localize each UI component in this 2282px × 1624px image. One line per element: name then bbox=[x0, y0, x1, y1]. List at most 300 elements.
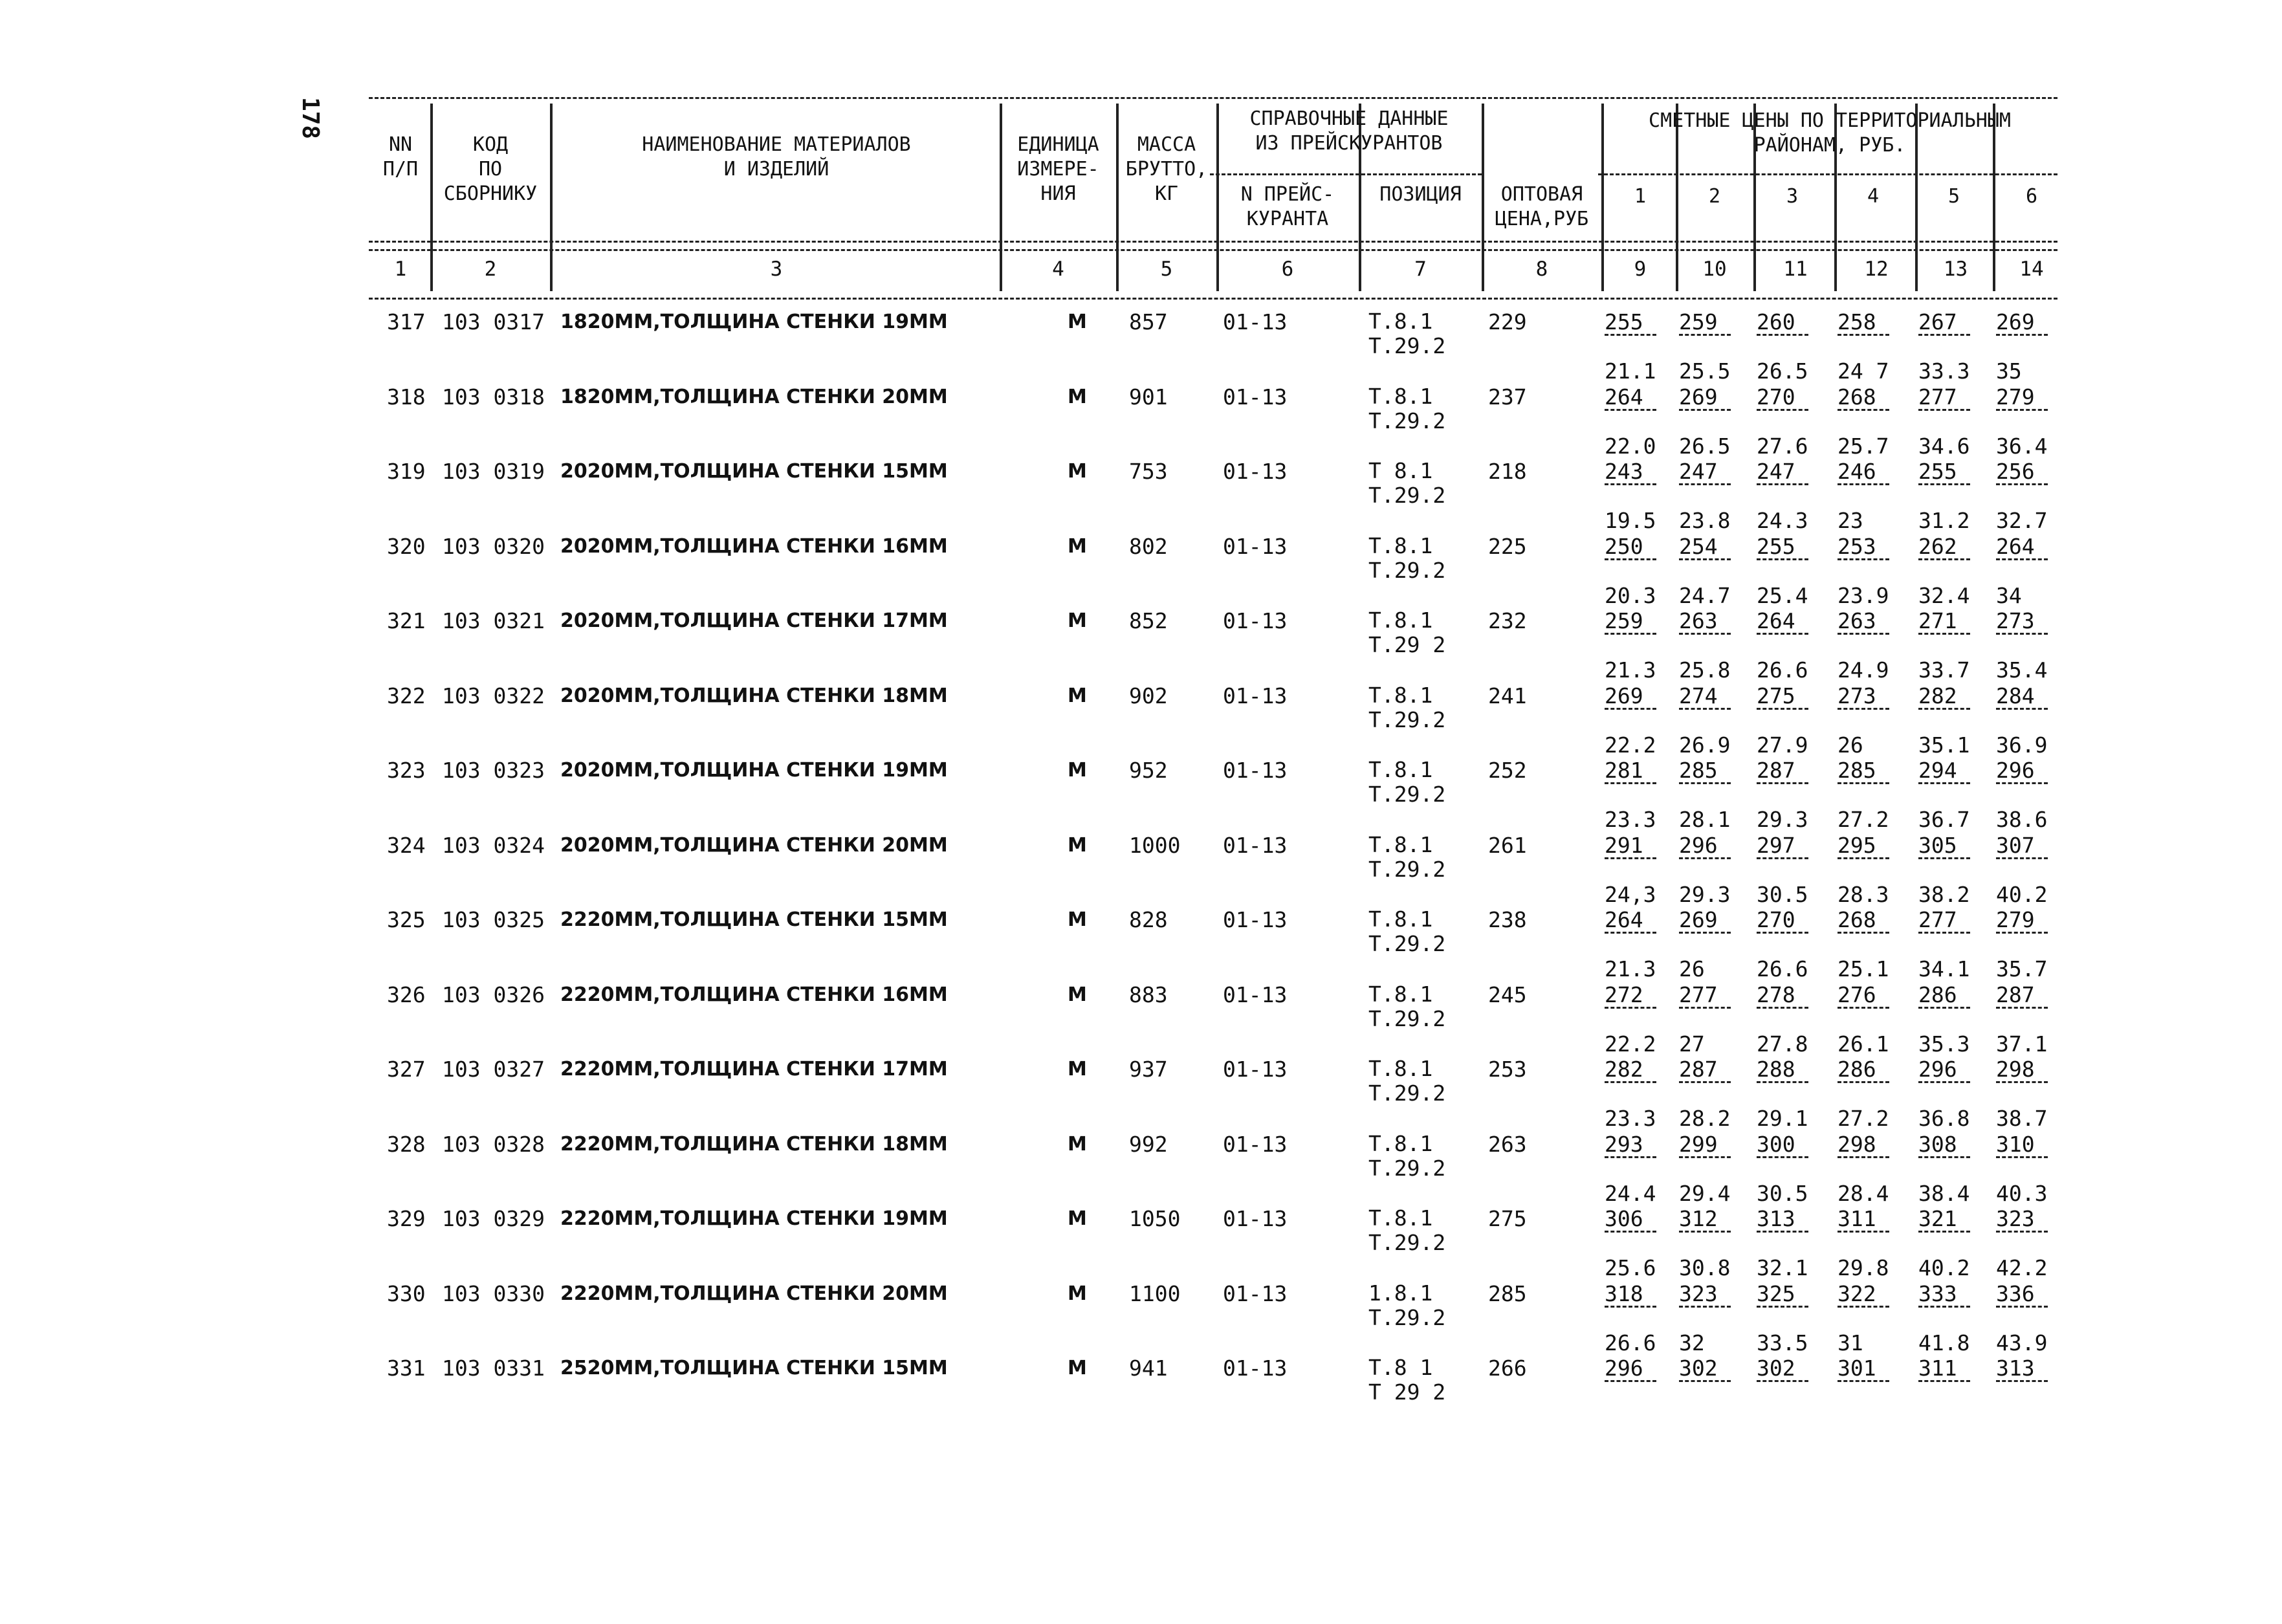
row-price-region-6: 313 bbox=[1996, 1355, 2035, 1381]
fraction-line bbox=[1757, 1380, 1808, 1382]
row-price-region-1: 264 bbox=[1605, 907, 1643, 932]
row-price-region-5: 308 bbox=[1918, 1131, 1957, 1157]
fraction-line bbox=[1838, 857, 1889, 859]
fraction-line bbox=[1838, 1007, 1889, 1009]
fraction-line bbox=[1996, 483, 2048, 485]
fraction-line bbox=[1838, 782, 1889, 784]
fraction-line bbox=[1838, 1156, 1889, 1158]
header-position: ПОЗИЦИЯ bbox=[1379, 183, 1462, 206]
fraction-line bbox=[1838, 409, 1889, 411]
fraction-line bbox=[1838, 708, 1889, 710]
row-price-region-6: 336 bbox=[1996, 1280, 2035, 1306]
row-subprice-region-4: 26 bbox=[1838, 732, 1863, 758]
header-region-3: 3 bbox=[1786, 185, 1799, 208]
row-subprice-region-2: 23.8 bbox=[1679, 508, 1731, 533]
fraction-line bbox=[1605, 1231, 1656, 1233]
row-name: 1820ММ,ТОЛЩИНА СТЕНКИ 20ММ bbox=[560, 385, 948, 408]
row-subprice-region-3: 26.6 bbox=[1757, 657, 1808, 683]
row-price-region-4: 322 bbox=[1838, 1280, 1876, 1306]
row-subprice-region-2: 28.1 bbox=[1679, 807, 1731, 832]
row-subprice-region-4: 28.3 bbox=[1838, 881, 1889, 907]
row-price-region-4: 258 bbox=[1838, 309, 1876, 335]
row-unit: М bbox=[1068, 1058, 1087, 1081]
row-price-region-5: 267 bbox=[1918, 309, 1957, 335]
row-position: Т.8.1 Т.29.2 bbox=[1368, 757, 1446, 807]
row-price-region-4: 286 bbox=[1838, 1057, 1876, 1082]
row-subprice-region-6: 42.2 bbox=[1996, 1255, 2048, 1280]
fraction-line bbox=[1605, 932, 1656, 934]
row-price-region-3: 300 bbox=[1757, 1131, 1795, 1157]
row-code: 103 0329 bbox=[442, 1206, 545, 1231]
fraction-line bbox=[1757, 1156, 1808, 1158]
fraction-line bbox=[1996, 1380, 2048, 1382]
row-code: 103 0320 bbox=[442, 533, 545, 559]
row-price-region-3: 255 bbox=[1757, 533, 1795, 559]
fraction-line bbox=[1996, 1156, 2048, 1158]
row-price-region-5: 286 bbox=[1918, 982, 1957, 1007]
fraction-line bbox=[1918, 334, 1970, 336]
row-wholesale: 275 bbox=[1488, 1206, 1527, 1231]
row-mass: 1000 bbox=[1129, 832, 1181, 858]
row-subprice-region-6: 36.4 bbox=[1996, 433, 2048, 459]
row-price-region-4: 301 bbox=[1838, 1355, 1876, 1381]
row-price-region-1: 243 bbox=[1605, 459, 1643, 484]
row-price-region-2: 274 bbox=[1679, 683, 1718, 708]
row-unit: М bbox=[1068, 684, 1087, 707]
row-subprice-region-4: 23 bbox=[1838, 508, 1863, 533]
row-price-region-5: 333 bbox=[1918, 1280, 1957, 1306]
row-price-region-6: 256 bbox=[1996, 459, 2035, 484]
row-price-region-3: 278 bbox=[1757, 982, 1795, 1007]
row-subprice-region-6: 43.9 bbox=[1996, 1330, 2048, 1355]
row-subprice-region-4: 24 7 bbox=[1838, 358, 1889, 384]
row-price-region-1: 259 bbox=[1605, 608, 1643, 633]
row-mass: 1050 bbox=[1129, 1206, 1181, 1231]
row-mass: 883 bbox=[1129, 982, 1168, 1007]
row-wholesale: 237 bbox=[1488, 384, 1527, 410]
row-price-region-5: 271 bbox=[1918, 608, 1957, 633]
row-mass: 902 bbox=[1129, 683, 1168, 708]
row-subprice-region-3: 30.5 bbox=[1757, 881, 1808, 907]
row-wholesale: 245 bbox=[1488, 982, 1527, 1007]
row-subprice-region-5: 31.2 bbox=[1918, 508, 1970, 533]
row-mass: 852 bbox=[1129, 608, 1168, 633]
row-price-region-6: 298 bbox=[1996, 1057, 2035, 1082]
row-code: 103 0327 bbox=[442, 1057, 545, 1082]
fraction-line bbox=[1605, 1380, 1656, 1382]
fraction-line bbox=[1679, 1156, 1731, 1158]
row-subprice-region-4: 26.1 bbox=[1838, 1031, 1889, 1057]
header-column-number: 12 bbox=[1864, 258, 1889, 281]
fraction-line bbox=[1757, 1081, 1808, 1083]
row-mass: 1100 bbox=[1129, 1280, 1181, 1306]
row-subprice-region-4: 28.4 bbox=[1838, 1180, 1889, 1206]
row-number: 331 bbox=[387, 1355, 426, 1381]
row-position: 1.8.1 Т.29.2 bbox=[1368, 1280, 1446, 1330]
row-price-region-5: 282 bbox=[1918, 683, 1957, 708]
row-price-region-6: 273 bbox=[1996, 608, 2035, 633]
row-subprice-region-5: 36.8 bbox=[1918, 1106, 1970, 1131]
row-price-list: 01-13 bbox=[1223, 309, 1288, 335]
row-unit: М bbox=[1068, 1282, 1087, 1305]
row-unit: М bbox=[1068, 833, 1087, 857]
row-number: 326 bbox=[387, 982, 426, 1007]
row-mass: 901 bbox=[1129, 384, 1168, 410]
row-number: 330 bbox=[387, 1280, 426, 1306]
row-price-region-3: 313 bbox=[1757, 1206, 1795, 1231]
row-wholesale: 225 bbox=[1488, 533, 1527, 559]
fraction-line bbox=[1605, 633, 1656, 635]
row-price-region-1: 255 bbox=[1605, 309, 1643, 335]
row-unit: М bbox=[1068, 1132, 1087, 1156]
fraction-line bbox=[1605, 334, 1656, 336]
row-subprice-region-3: 27.6 bbox=[1757, 433, 1808, 459]
row-price-region-3: 247 bbox=[1757, 459, 1795, 484]
row-subprice-region-5: 34.6 bbox=[1918, 433, 1970, 459]
fraction-line bbox=[1996, 1081, 2048, 1083]
fraction-line bbox=[1918, 857, 1970, 859]
fraction-line bbox=[1996, 1231, 2048, 1233]
header-column-number: 6 bbox=[1281, 258, 1294, 281]
row-price-region-3: 270 bbox=[1757, 384, 1795, 410]
row-price-region-1: 306 bbox=[1605, 1206, 1643, 1231]
row-subprice-region-6: 40.2 bbox=[1996, 881, 2048, 907]
header-region-1: 1 bbox=[1634, 185, 1647, 208]
fraction-line bbox=[1918, 1231, 1970, 1233]
fraction-line bbox=[1918, 1007, 1970, 1009]
row-unit: М bbox=[1068, 460, 1087, 483]
row-price-region-6: 310 bbox=[1996, 1131, 2035, 1157]
row-unit: М bbox=[1068, 385, 1087, 408]
fraction-line bbox=[1918, 708, 1970, 710]
fraction-line bbox=[1918, 1380, 1970, 1382]
row-subprice-region-2: 27 bbox=[1679, 1031, 1705, 1057]
row-price-region-2: 247 bbox=[1679, 459, 1718, 484]
row-price-region-3: 302 bbox=[1757, 1355, 1795, 1381]
row-price-list: 01-13 bbox=[1223, 533, 1288, 559]
row-price-region-2: 312 bbox=[1679, 1206, 1718, 1231]
row-name: 2020ММ,ТОЛЩИНА СТЕНКИ 17ММ bbox=[560, 609, 948, 632]
row-name: 2020ММ,ТОЛЩИНА СТЕНКИ 15ММ bbox=[560, 460, 948, 483]
row-unit: М bbox=[1068, 1207, 1087, 1230]
row-price-region-1: 269 bbox=[1605, 683, 1643, 708]
header-reference-group: СПРАВОЧНЫЕ ДАННЫЕ ИЗ ПРЕЙСКУРАНТОВ bbox=[1249, 107, 1449, 155]
row-subprice-region-5: 36.7 bbox=[1918, 807, 1970, 832]
fraction-line bbox=[1838, 1380, 1889, 1382]
row-price-region-2: 259 bbox=[1679, 309, 1718, 335]
row-price-region-3: 287 bbox=[1757, 758, 1795, 783]
row-price-region-4: 298 bbox=[1838, 1131, 1876, 1157]
row-price-region-4: 268 bbox=[1838, 384, 1876, 410]
fraction-line bbox=[1605, 857, 1656, 859]
fraction-line bbox=[1679, 558, 1731, 560]
fraction-line bbox=[1918, 1081, 1970, 1083]
row-price-region-5: 311 bbox=[1918, 1355, 1957, 1381]
row-price-region-4: 263 bbox=[1838, 608, 1876, 633]
row-code: 103 0325 bbox=[442, 907, 545, 932]
row-price-region-6: 307 bbox=[1996, 832, 2035, 858]
fraction-line bbox=[1757, 1007, 1808, 1009]
row-price-region-2: 299 bbox=[1679, 1131, 1718, 1157]
row-subprice-region-4: 27.2 bbox=[1838, 807, 1889, 832]
row-subprice-region-1: 20.3 bbox=[1605, 582, 1656, 608]
row-subprice-region-2: 26.9 bbox=[1679, 732, 1731, 758]
row-code: 103 0331 bbox=[442, 1355, 545, 1381]
fraction-line bbox=[1679, 483, 1731, 485]
row-subprice-region-2: 30.8 bbox=[1679, 1255, 1731, 1280]
fraction-line bbox=[1918, 633, 1970, 635]
row-subprice-region-2: 26 bbox=[1679, 956, 1705, 982]
row-price-region-4: 246 bbox=[1838, 459, 1876, 484]
fraction-line bbox=[1757, 782, 1808, 784]
row-price-region-1: 291 bbox=[1605, 832, 1643, 858]
row-price-region-2: 269 bbox=[1679, 384, 1718, 410]
fraction-line bbox=[1838, 633, 1889, 635]
row-position: Т.8.1 Т.29 2 bbox=[1368, 608, 1446, 657]
row-subprice-region-5: 34.1 bbox=[1918, 956, 1970, 982]
row-wholesale: 263 bbox=[1488, 1131, 1527, 1157]
row-price-list: 01-13 bbox=[1223, 1206, 1288, 1231]
row-price-region-1: 250 bbox=[1605, 533, 1643, 559]
row-price-region-1: 293 bbox=[1605, 1131, 1643, 1157]
row-number: 321 bbox=[387, 608, 426, 633]
row-price-region-1: 282 bbox=[1605, 1057, 1643, 1082]
header-region-6: 6 bbox=[2025, 185, 2038, 208]
row-unit: М bbox=[1068, 609, 1087, 632]
row-subprice-region-1: 22.0 bbox=[1605, 433, 1656, 459]
fraction-line bbox=[1757, 558, 1808, 560]
row-name: 2520ММ,ТОЛЩИНА СТЕНКИ 15ММ bbox=[560, 1357, 948, 1379]
row-wholesale: 252 bbox=[1488, 758, 1527, 783]
row-price-region-6: 287 bbox=[1996, 982, 2035, 1007]
row-subprice-region-2: 28.2 bbox=[1679, 1106, 1731, 1131]
row-unit: М bbox=[1068, 1357, 1087, 1379]
row-code: 103 0323 bbox=[442, 758, 545, 783]
row-subprice-region-5: 35.3 bbox=[1918, 1031, 1970, 1057]
row-code: 103 0322 bbox=[442, 683, 545, 708]
row-mass: 941 bbox=[1129, 1355, 1168, 1381]
page-number: 178 bbox=[297, 97, 324, 140]
header-column-number: 14 bbox=[2019, 258, 2044, 281]
row-price-region-3: 297 bbox=[1757, 832, 1795, 858]
row-price-region-1: 318 bbox=[1605, 1280, 1643, 1306]
fraction-line bbox=[1838, 1231, 1889, 1233]
row-code: 103 0321 bbox=[442, 608, 545, 633]
row-price-region-2: 287 bbox=[1679, 1057, 1718, 1082]
row-price-region-6: 284 bbox=[1996, 683, 2035, 708]
row-subprice-region-4: 27.2 bbox=[1838, 1106, 1889, 1131]
fraction-line bbox=[1679, 1231, 1731, 1233]
row-subprice-region-1: 21.3 bbox=[1605, 956, 1656, 982]
fraction-line bbox=[1838, 1306, 1889, 1308]
row-wholesale: 218 bbox=[1488, 459, 1527, 484]
row-price-region-3: 260 bbox=[1757, 309, 1795, 335]
row-price-list: 01-13 bbox=[1223, 907, 1288, 932]
row-subprice-region-5: 38.2 bbox=[1918, 881, 1970, 907]
fraction-line bbox=[1996, 1306, 2048, 1308]
row-subprice-region-1: 24,3 bbox=[1605, 881, 1656, 907]
row-price-list: 01-13 bbox=[1223, 1057, 1288, 1082]
row-name: 2220ММ,ТОЛЩИНА СТЕНКИ 19ММ bbox=[560, 1207, 948, 1230]
fraction-line bbox=[1996, 932, 2048, 934]
row-price-region-6: 296 bbox=[1996, 758, 2035, 783]
row-name: 2020ММ,ТОЛЩИНА СТЕНКИ 19ММ bbox=[560, 759, 948, 782]
row-price-region-6: 323 bbox=[1996, 1206, 2035, 1231]
row-price-region-2: 263 bbox=[1679, 608, 1718, 633]
header-column-number: 3 bbox=[770, 258, 783, 281]
row-price-region-5: 294 bbox=[1918, 758, 1957, 783]
row-position: Т.8.1 Т.29.2 bbox=[1368, 1205, 1446, 1255]
row-subprice-region-3: 29.1 bbox=[1757, 1106, 1808, 1131]
header-column-number: 10 bbox=[1702, 258, 1727, 281]
row-price-region-6: 279 bbox=[1996, 384, 2035, 410]
row-wholesale: 232 bbox=[1488, 608, 1527, 633]
fraction-line bbox=[1605, 1081, 1656, 1083]
row-subprice-region-5: 40.2 bbox=[1918, 1255, 1970, 1280]
header-price-list: N ПРЕЙС- КУРАНТА bbox=[1240, 183, 1335, 230]
fraction-line bbox=[1679, 782, 1731, 784]
row-position: Т.8.1 Т.29.2 bbox=[1368, 532, 1446, 583]
row-price-region-5: 296 bbox=[1918, 1057, 1957, 1082]
header-rule bbox=[369, 249, 2057, 251]
row-mass: 952 bbox=[1129, 758, 1168, 783]
fraction-line bbox=[1757, 334, 1808, 336]
row-name: 2220ММ,ТОЛЩИНА СТЕНКИ 15ММ bbox=[560, 908, 948, 931]
row-price-region-6: 264 bbox=[1996, 533, 2035, 559]
row-name: 2220ММ,ТОЛЩИНА СТЕНКИ 16ММ bbox=[560, 983, 948, 1006]
fraction-line bbox=[1679, 1306, 1731, 1308]
row-price-region-2: 285 bbox=[1679, 758, 1718, 783]
row-price-region-2: 269 bbox=[1679, 907, 1718, 932]
row-number: 317 bbox=[387, 309, 426, 335]
row-price-region-4: 276 bbox=[1838, 982, 1876, 1007]
row-subprice-region-1: 23.3 bbox=[1605, 1106, 1656, 1131]
fraction-line bbox=[1679, 708, 1731, 710]
row-price-region-5: 255 bbox=[1918, 459, 1957, 484]
row-price-region-5: 321 bbox=[1918, 1206, 1957, 1231]
row-unit: М bbox=[1068, 311, 1087, 333]
header-column-separator bbox=[550, 104, 553, 291]
fraction-line bbox=[1679, 1081, 1731, 1083]
row-price-list: 01-13 bbox=[1223, 832, 1288, 858]
header-unit: ЕДИНИЦА ИЗМЕРЕ- НИЯ bbox=[1017, 133, 1099, 205]
fraction-line bbox=[1996, 782, 2048, 784]
row-price-list: 01-13 bbox=[1223, 608, 1288, 633]
header-code: КОД ПО СБОРНИКУ bbox=[443, 133, 538, 205]
row-subprice-region-3: 29.3 bbox=[1757, 807, 1808, 832]
fraction-line bbox=[1679, 633, 1731, 635]
header-region-2: 2 bbox=[1708, 185, 1721, 208]
row-price-region-4: 285 bbox=[1838, 758, 1876, 783]
row-code: 103 0319 bbox=[442, 459, 545, 484]
header-column-number: 5 bbox=[1160, 258, 1173, 281]
header-column-separator bbox=[1216, 104, 1219, 291]
row-subprice-region-1: 23.3 bbox=[1605, 807, 1656, 832]
row-wholesale: 253 bbox=[1488, 1057, 1527, 1082]
row-subprice-region-5: 41.8 bbox=[1918, 1330, 1970, 1355]
row-wholesale: 266 bbox=[1488, 1355, 1527, 1381]
row-name: 2220ММ,ТОЛЩИНА СТЕНКИ 20ММ bbox=[560, 1282, 948, 1305]
fraction-line bbox=[1996, 857, 2048, 859]
row-name: 1820ММ,ТОЛЩИНА СТЕНКИ 19ММ bbox=[560, 311, 948, 333]
header-column-number: 7 bbox=[1414, 258, 1427, 281]
fraction-line bbox=[1605, 1156, 1656, 1158]
row-subprice-region-1: 24.4 bbox=[1605, 1180, 1656, 1206]
row-subprice-region-2: 25.5 bbox=[1679, 358, 1731, 384]
header-rule bbox=[1210, 173, 1482, 175]
row-subprice-region-5: 33.3 bbox=[1918, 358, 1970, 384]
row-price-region-4: 253 bbox=[1838, 533, 1876, 559]
row-subprice-region-1: 25.6 bbox=[1605, 1255, 1656, 1280]
fraction-line bbox=[1605, 1007, 1656, 1009]
row-subprice-region-1: 19.5 bbox=[1605, 508, 1656, 533]
row-number: 325 bbox=[387, 907, 426, 932]
row-subprice-region-1: 22.2 bbox=[1605, 1031, 1656, 1057]
row-unit: М bbox=[1068, 534, 1087, 558]
row-price-region-2: 277 bbox=[1679, 982, 1718, 1007]
header-nn: NN П/П bbox=[382, 133, 419, 181]
row-position: Т.8.1 Т.29.2 bbox=[1368, 831, 1446, 882]
row-subprice-region-6: 35.7 bbox=[1996, 956, 2048, 982]
row-position: Т.8.1 Т.29.2 bbox=[1368, 682, 1446, 732]
row-price-region-1: 296 bbox=[1605, 1355, 1643, 1381]
row-subprice-region-4: 24.9 bbox=[1838, 657, 1889, 683]
header-column-number: 13 bbox=[1943, 258, 1968, 281]
row-unit: М bbox=[1068, 908, 1087, 931]
row-code: 103 0318 bbox=[442, 384, 545, 410]
header-column-number: 9 bbox=[1634, 258, 1647, 281]
fraction-line bbox=[1838, 558, 1889, 560]
row-price-list: 01-13 bbox=[1223, 982, 1288, 1007]
fraction-line bbox=[1679, 932, 1731, 934]
row-price-region-2: 296 bbox=[1679, 832, 1718, 858]
fraction-line bbox=[1757, 1306, 1808, 1308]
row-position: Т.8.1 Т.29.2 bbox=[1368, 981, 1446, 1031]
row-subprice-region-6: 34 bbox=[1996, 582, 2022, 608]
row-price-region-1: 281 bbox=[1605, 758, 1643, 783]
fraction-line bbox=[1918, 1156, 1970, 1158]
header-region-4: 4 bbox=[1867, 185, 1880, 208]
row-wholesale: 238 bbox=[1488, 907, 1527, 932]
fraction-line bbox=[1918, 1306, 1970, 1308]
header-wholesale: ОПТОВАЯ ЦЕНА,РУБ bbox=[1495, 183, 1589, 230]
row-subprice-region-5: 38.4 bbox=[1918, 1180, 1970, 1206]
fraction-line bbox=[1605, 483, 1656, 485]
row-name: 2020ММ,ТОЛЩИНА СТЕНКИ 18ММ bbox=[560, 684, 948, 707]
row-subprice-region-2: 24.7 bbox=[1679, 582, 1731, 608]
row-price-list: 01-13 bbox=[1223, 1355, 1288, 1381]
header-rule bbox=[369, 298, 2057, 300]
fraction-line bbox=[1757, 409, 1808, 411]
fraction-line bbox=[1679, 334, 1731, 336]
row-price-list: 01-13 bbox=[1223, 683, 1288, 708]
row-subprice-region-6: 35 bbox=[1996, 358, 2022, 384]
row-number: 328 bbox=[387, 1131, 426, 1157]
row-price-list: 01-13 bbox=[1223, 1280, 1288, 1306]
fraction-line bbox=[1605, 558, 1656, 560]
fraction-line bbox=[1918, 409, 1970, 411]
row-mass: 802 bbox=[1129, 533, 1168, 559]
fraction-line bbox=[1996, 334, 2048, 336]
fraction-line bbox=[1605, 708, 1656, 710]
row-subprice-region-1: 21.3 bbox=[1605, 657, 1656, 683]
row-code: 103 0330 bbox=[442, 1280, 545, 1306]
row-subprice-region-4: 25.1 bbox=[1838, 956, 1889, 982]
header-rule bbox=[369, 97, 2057, 99]
row-price-region-3: 275 bbox=[1757, 683, 1795, 708]
row-price-region-4: 268 bbox=[1838, 907, 1876, 932]
row-code: 103 0317 bbox=[442, 309, 545, 335]
